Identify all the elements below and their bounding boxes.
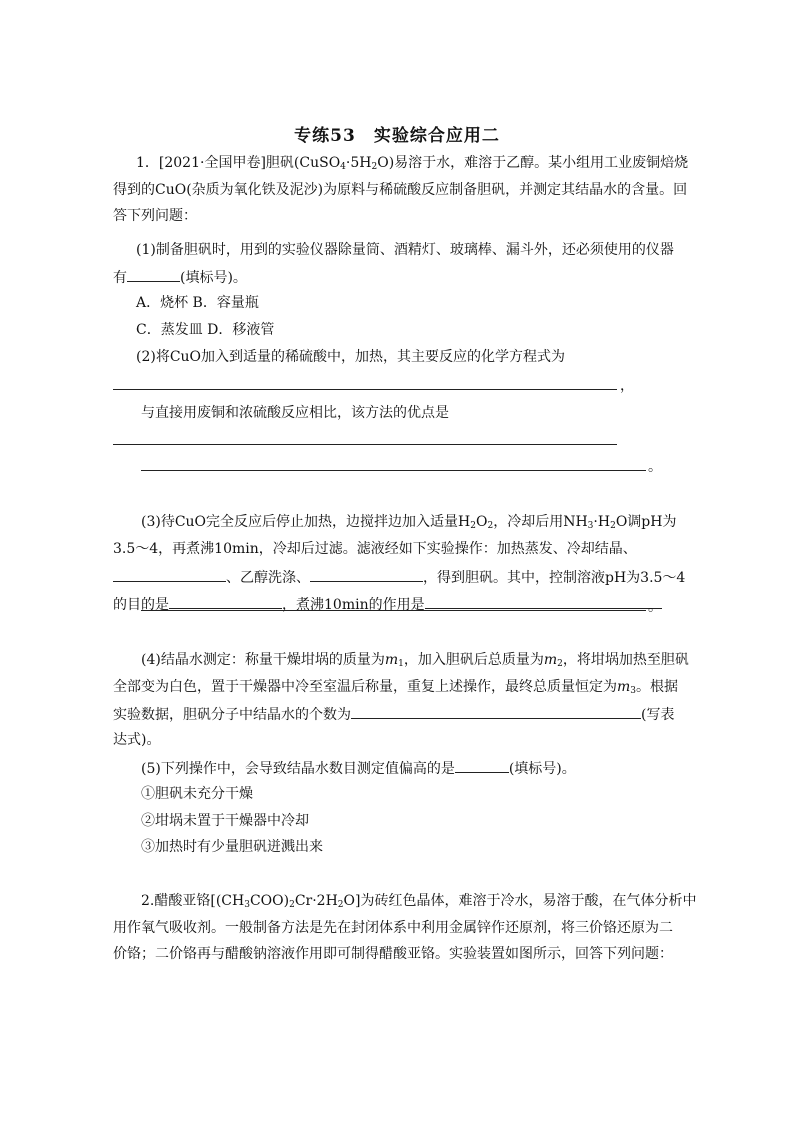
q1-part3-line-1: (3)待CuO完全反应后停止加热，边搅拌边加入适量$H_2O_2$，冷却后用$NH_3\cdot H_2O$调pH为 — [141, 514, 677, 531]
q1-part4-line-3: 实验数据，胆矾分子中结晶水的个数为 (写表 — [113, 703, 674, 725]
answer-blank[interactable] — [127, 266, 180, 282]
q1-part3-line-4: 的目的是 ，煮沸10min的作用是 — [113, 593, 662, 615]
q1-part4-line-1: (4)结晶水测定：称量干燥坩埚的质量为$m_1$，加入胆矾后总质量为$m_2$，将坩埚加热至胆矾 — [141, 652, 689, 669]
answer-blank[interactable] — [351, 703, 641, 719]
q1-part1-answer-line: 有 (填标号)。 — [113, 266, 247, 288]
q1-part5-stem: (5)下列操作中，会导致结晶水数目测定值偏高的是 (填标号)。 — [141, 757, 576, 779]
q1-part3-line-2: 3.5～4，再煮沸10min，冷却后过滤。滤液经如下实验操作：加热蒸发、冷却结晶、 — [113, 541, 637, 557]
q1-part2-comma: ， — [620, 378, 634, 394]
page-title: 专练53 实验综合应用二 — [294, 126, 500, 146]
answer-blank[interactable] — [113, 566, 226, 582]
q1-part2-advantage: 与直接用废铜和浓硫酸反应相比，该方法的优点是 — [141, 405, 449, 421]
q1-part3-period: 。 — [648, 599, 662, 615]
answer-blank-line[interactable] — [141, 610, 646, 611]
q1-part4-line-2: 全部变为白色，置于干燥器中冷至室温后称量，重复上述操作，最终总质量恒定为$m_3$。根据 — [113, 679, 679, 696]
q1-part2-stem: (2)将CuO加入到适量的稀硫酸中，加热，其主要反应的化学方程式为 — [136, 349, 566, 365]
answer-blank-line[interactable] — [113, 389, 617, 390]
answer-blank-line[interactable] — [113, 444, 617, 445]
q1-part2-period: 。 — [648, 459, 662, 475]
q1-part4-line-4: 达式)。 — [113, 732, 161, 748]
q1-option-ab: A．烧杯 B．容量瓶 — [136, 295, 259, 311]
answer-blank[interactable] — [310, 566, 423, 582]
answer-blank[interactable] — [425, 593, 662, 609]
q2-line-3: 价铬；二价铬再与醋酸钠溶液作用即可制得醋酸亚铬。实验装置如图所示，回答下列问题： — [113, 946, 673, 962]
q1-part1-stem: (1)制备胆矾时，用到的实验仪器除量筒、酒精灯、玻璃棒、漏斗外，还必须使用的仪器 — [136, 242, 674, 258]
q1-part5-item-2: ②坩埚未置于干燥器中冷却 — [141, 813, 309, 829]
q1-intro-line-2: 得到的CuO(杂质为氧化铁及泥沙)为原料与稀硫酸反应制备胆矾，并测定其结晶水的含量。回 — [113, 182, 688, 198]
answer-blank[interactable] — [455, 757, 509, 773]
q2-line-1: 2.醋酸亚铬$[(CH_3COO)_2Cr\cdot 2H_2O]$为砖红色晶体，难溶于冷水，易溶于酸，在气体分析中 — [141, 893, 697, 910]
q2-line-2: 用作氧气吸收剂。一般制备方法是先在封闭体系中利用金属锌作还原剂，将三价铬还原为二 — [113, 920, 673, 936]
answer-blank[interactable] — [169, 593, 282, 609]
q1-part5-item-1: ①胆矾未充分干燥 — [141, 786, 253, 802]
q1-part3-line-3: 、乙醇洗涤、 ，得到胆矾。其中，控制溶液pH为3.5～4 — [113, 566, 685, 588]
q1-intro-line-3: 答下列问题： — [113, 208, 197, 224]
q1-intro-line-1: 1．[2021·全国甲卷]胆矾$(CuSO_4\cdot 5H_2O)$易溶于水，难溶于乙醇。某小组用工业废铜焙烧 — [136, 155, 689, 172]
q1-part5-item-3: ③加热时有少量胆矾迸溅出来 — [141, 839, 323, 855]
q1-option-cd: C．蒸发皿 D．移液管 — [136, 322, 275, 338]
answer-blank-line[interactable] — [141, 470, 646, 471]
